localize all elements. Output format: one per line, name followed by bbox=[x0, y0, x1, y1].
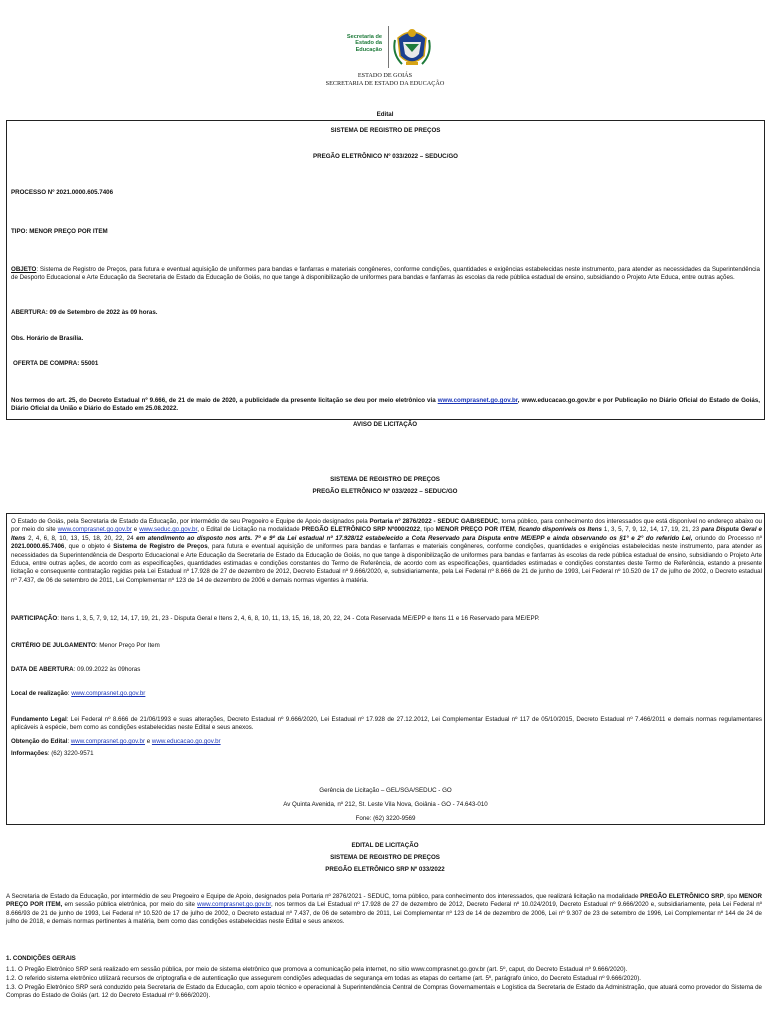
edital-summary-box bbox=[6, 120, 765, 420]
local-realizacao: Local de realização: www.comprasnet.go.gov.br bbox=[11, 690, 146, 697]
box1-title: SISTEMA DE REGISTRO DE PREÇOS bbox=[330, 127, 441, 134]
comprasnet-link[interactable]: www.comprasnet.go.gov.br bbox=[437, 397, 518, 404]
edital-sub1: SISTEMA DE REGISTRO DE PREÇOS bbox=[330, 854, 440, 861]
condicao-1-1: 1.1. O Pregão Eletrônico SRP será realizado em sessão pública, por meio de sistema eletrônico que promova a comunicação pela internet, no sitio www.comprasnet.go.gov.br (art. 5º, caput, do Decreto Estadual nº 9.666/2020). bbox=[6, 966, 628, 973]
header-logo bbox=[330, 24, 440, 70]
criterio-julgamento: CRITÉRIO DE JULGAMENTO: Menor Preço Por Item bbox=[11, 642, 160, 649]
comprasnet-link[interactable]: www.comprasnet.go.gov.br bbox=[70, 738, 146, 745]
obtencao-edital: Obtenção do Edital: www.comprasnet.go.gov.br e www.educacao.go.gov.br bbox=[11, 738, 221, 745]
aviso-main-paragraph: O Estado de Goiás, pela Secretaria de Estado da Educação, por intermédio de seu Pregoeiro e Equipe de Apoio designados pela Portaria nº 2876/2022 - SEDUC GAB/SEDUC, torna público, para conhecimento dos interessados que está disponível no endereço abaixo ou por meio do site www.comprasnet.go.gov.br e www.seduc.go.gov.br, o Edital de Licitação na modalidade PREGÃO ELETRÔNICO SRP Nº000/2022, tipo MENOR PREÇO POR ITEM, ficando disponíveis os Itens 1, 3, 5, 7, 9, 12, 14, 17, 19, 21, 23 para Disputa Geral e Itens 2, 4, 6, 8, 10, 13, 15, 18, 20, 22, 24 em atendimento ao disposto nos arts. 7º e 9º da Lei estadual nº 17.928/12 estabelecido a Cota Reservado para Disputa entre ME/EPP e ainda observando os §1° e 2° do referido Lei, oriundo do Processo nº 2021.0000.65.7406, que o objeto é Sistema de Registro de Preços, para futura e eventual aquisição de uniformes para bandas e fanfarras e materiais congêneres, conforme condições, quantidades e exigências estabelecidas neste instrumento, para atender as necessidades da Superintendência de Desporto Educacional e Arte Educação da Secretaria de Estado da Educação de Goiás, no que tange à disponibilização de uniformes para bandas e fanfarras às escolas da rede pública estadual de ensino, subsidiando o Projeto Arte Educa, entre outras ações, de acordo com as especificações, quantidades estimadas e condições constantes do Termo de Referência, de acordo com as especificações, quantidades estimadas e condições constantes deste Termo de Referência, estando a presente licitação e consequente contratação regidas pela Lei Estadual nº 17.928 de 27 de dezembro de 2012, Decreto Estadual nº 9.666/2020, e, subsidiariamente, pela Lei Federal nº 8.666 de 21 de junho de 1993, Lei Federal nº 10.520 de 17 de julho de 2002, o Decreto estadual nº 7.437, de 06 de setembro de 2011, Lei Complementar nº 123 de 14 de dezembro de 2006 e demais normas vigentes à matéria. bbox=[11, 518, 762, 584]
edital-sub2: PREGÃO ELETRÔNICO SRP Nº 033/2022 bbox=[325, 866, 445, 873]
condicao-1-2: 1.2. O referido sistema eletrônico utilizará recursos de criptografia e de autenticação que assegurem condições adequadas de segurança em todas as etapas do certame (art. 5º, parágrafo único, do Decreto Estadual nº 9.666/2020). bbox=[6, 975, 641, 982]
logo-divider bbox=[388, 26, 389, 68]
seduc-link[interactable]: www.seduc.go.gov.br bbox=[139, 526, 198, 534]
data-abertura: DATA DE ABERTURA: 09.09.2022 às 09horas bbox=[11, 666, 141, 673]
header-state: ESTADO DE GOIÁS SECRETARIA DE ESTADO DA EDUCAÇÃO bbox=[325, 72, 445, 87]
aviso-box bbox=[6, 513, 765, 825]
processo-number: PROCESSO Nº 2021.0000.605.7406 bbox=[11, 189, 114, 196]
box1-pregao: PREGÃO ELETRÔNICO Nº 033/2022 – SEDUC/GO bbox=[313, 153, 458, 160]
comprasnet-link[interactable]: www.comprasnet.go.gov.br bbox=[71, 690, 146, 697]
edital-intro: A Secretaria de Estado da Educação, por intermédio de seu Pregoeiro e Equipe de Apoio, designados pela Portaria nº 2876/2021 - SEDUC, torna público, para conhecimento dos interessados, que realizará licitação na modalidade PREGÃO ELETRÔNICO SRP, tipo MENOR PREÇO POR ITEM, em sessão pública eletrônica, por meio do site www.comprasnet.go.gov.br, nos termos da Lei Estadual nº 17.928 de 27 de dezembro de 2012, Decreto Federal nº 10.024/2019, Decreto Estadual nº 9.666/2020 e, subsidiariamente, pela Lei Federal nº 8.666/93 de 21 de junho de 1993, Lei Federal nº 10.520 de 17 de julho de 2002, o Decreto estadual nº 7.437, de 06 de setembro de 2011, Lei Complementar nº 123 de 14 de dezembro de 2006, Lei nº 9.307 de 23 de setembro de 1996, Lei Complementar nº 144 de 24 de julho de 2018, e demais normas pertinentes à matéria, bem como das condições estabelecidas neste Edital e seus anexos. bbox=[6, 893, 762, 926]
logo-text: Secretaria de Estado da Educação bbox=[346, 34, 382, 53]
fundamento-legal: Fundamento Legal: Lei Federal nº 8.666 de 21/06/1993 e suas alterações, Decreto Estadual nº 9.666/2020, Lei Estadual nº 17.928 de 27.12.2012, Lei Complementar Estadual nº 117 de 05/10/2015, Decreto Estadual nº 7.466/2011 e demais normas regulamentares aplicáveis à espécie, bem como as condições estabelecidas neste Edital e seus anexos. bbox=[11, 716, 762, 732]
participacao: PARTICIPAÇÃO: Itens 1, 3, 5, 7, 9, 12, 14, 17, 19, 21, 23 - Disputa Geral e Itens 2, 4, 6, 8, 10, 11, 13, 15, 16, 18, 20, 22, 24 - Cota Reservada ME/EPP e Itens 11 e 16 Reservado para ME/EPP. bbox=[11, 615, 540, 622]
condicao-1-3: 1.3. O Pregão Eletrônico SRP será conduzido pela Secretaria de Estado da Educação, com apoio técnico e operacional à Superintendência Central de Compras Governamentais e Logística da Secretaria de Estado da Administração, que atuará como provedor do Sistema de Compras do Estado de Goiás (art. 12 do Decreto Estadual nº 9.666/2020). bbox=[6, 984, 762, 1000]
comprasnet-link[interactable]: www.comprasnet.go.gov.br bbox=[57, 526, 132, 534]
tipo: TIPO: MENOR PREÇO POR ITEM bbox=[11, 228, 108, 235]
objeto-paragraph: OBJETO: Sistema de Registro de Preços, para futura e eventual aquisição de uniformes para bandas e fanfarras e materiais congêneres, conforme condições, quantidades e exigências estabelecidas neste instrumento, para atender as necessidades da Superintendência de Desporto Educacional e Arte Educação da Secretaria de Estado da Educação de Goiás, no que tange à disponibilização de uniformes para bandas e fanfarras às escolas da rede pública estadual de ensino, subsidiando o Projeto Arte Educa, entre outras ações. bbox=[11, 266, 760, 282]
endereco: Av Quinta Avenida, nº 212, St. Leste Vila Nova, Goiânia - GO - 74.643-010 bbox=[283, 801, 488, 808]
comprasnet-link[interactable]: www.comprasnet.go.gov.br bbox=[197, 901, 271, 909]
aviso-sub2: PREGÃO ELETRÔNICO Nº 033/2022 – SEDUC/GO bbox=[312, 488, 458, 495]
condicoes-gerais-title: 1. CONDIÇÕES GERAIS bbox=[6, 955, 76, 962]
aviso-sub1: SISTEMA DE REGISTRO DE PREÇOS bbox=[330, 476, 440, 483]
educacao-link[interactable]: www.educacao.go.gov.br bbox=[151, 738, 221, 745]
abertura: ABERTURA: 09 de Setembro de 2022 às 09 horas. bbox=[11, 309, 158, 316]
aviso-title: AVISO DE LICITAÇÃO bbox=[352, 421, 418, 428]
informacoes: Informações: (62) 3220-9571 bbox=[11, 750, 94, 757]
edital-title: EDITAL DE LICITAÇÃO bbox=[351, 842, 419, 849]
publicidade-paragraph: Nos termos do art. 25, do Decreto Estadual nº 9.666, de 21 de maio de 2020, a publicidade da presente licitação se deu por meio eletrônico via www.comprasnet.go.gov.br, www.educacao.go.gov.br e por Publicação no Diário Oficial do Estado de Goiás, Diário Oficial da União e Diário do Estado em 25.08.2022. bbox=[11, 397, 761, 413]
edital-label: Edital bbox=[376, 111, 394, 118]
oferta-compra: OFERTA DE COMPRA: 55001 bbox=[13, 360, 99, 367]
gerencia-licitacao: Gerência de Licitação – GEL/SGA/SEDUC - GO bbox=[319, 787, 452, 794]
goias-coat-of-arms-icon bbox=[392, 24, 432, 70]
fone: Fone: (62) 3220-9569 bbox=[355, 815, 416, 822]
obs-horario: Obs. Horário de Brasília. bbox=[11, 335, 84, 342]
